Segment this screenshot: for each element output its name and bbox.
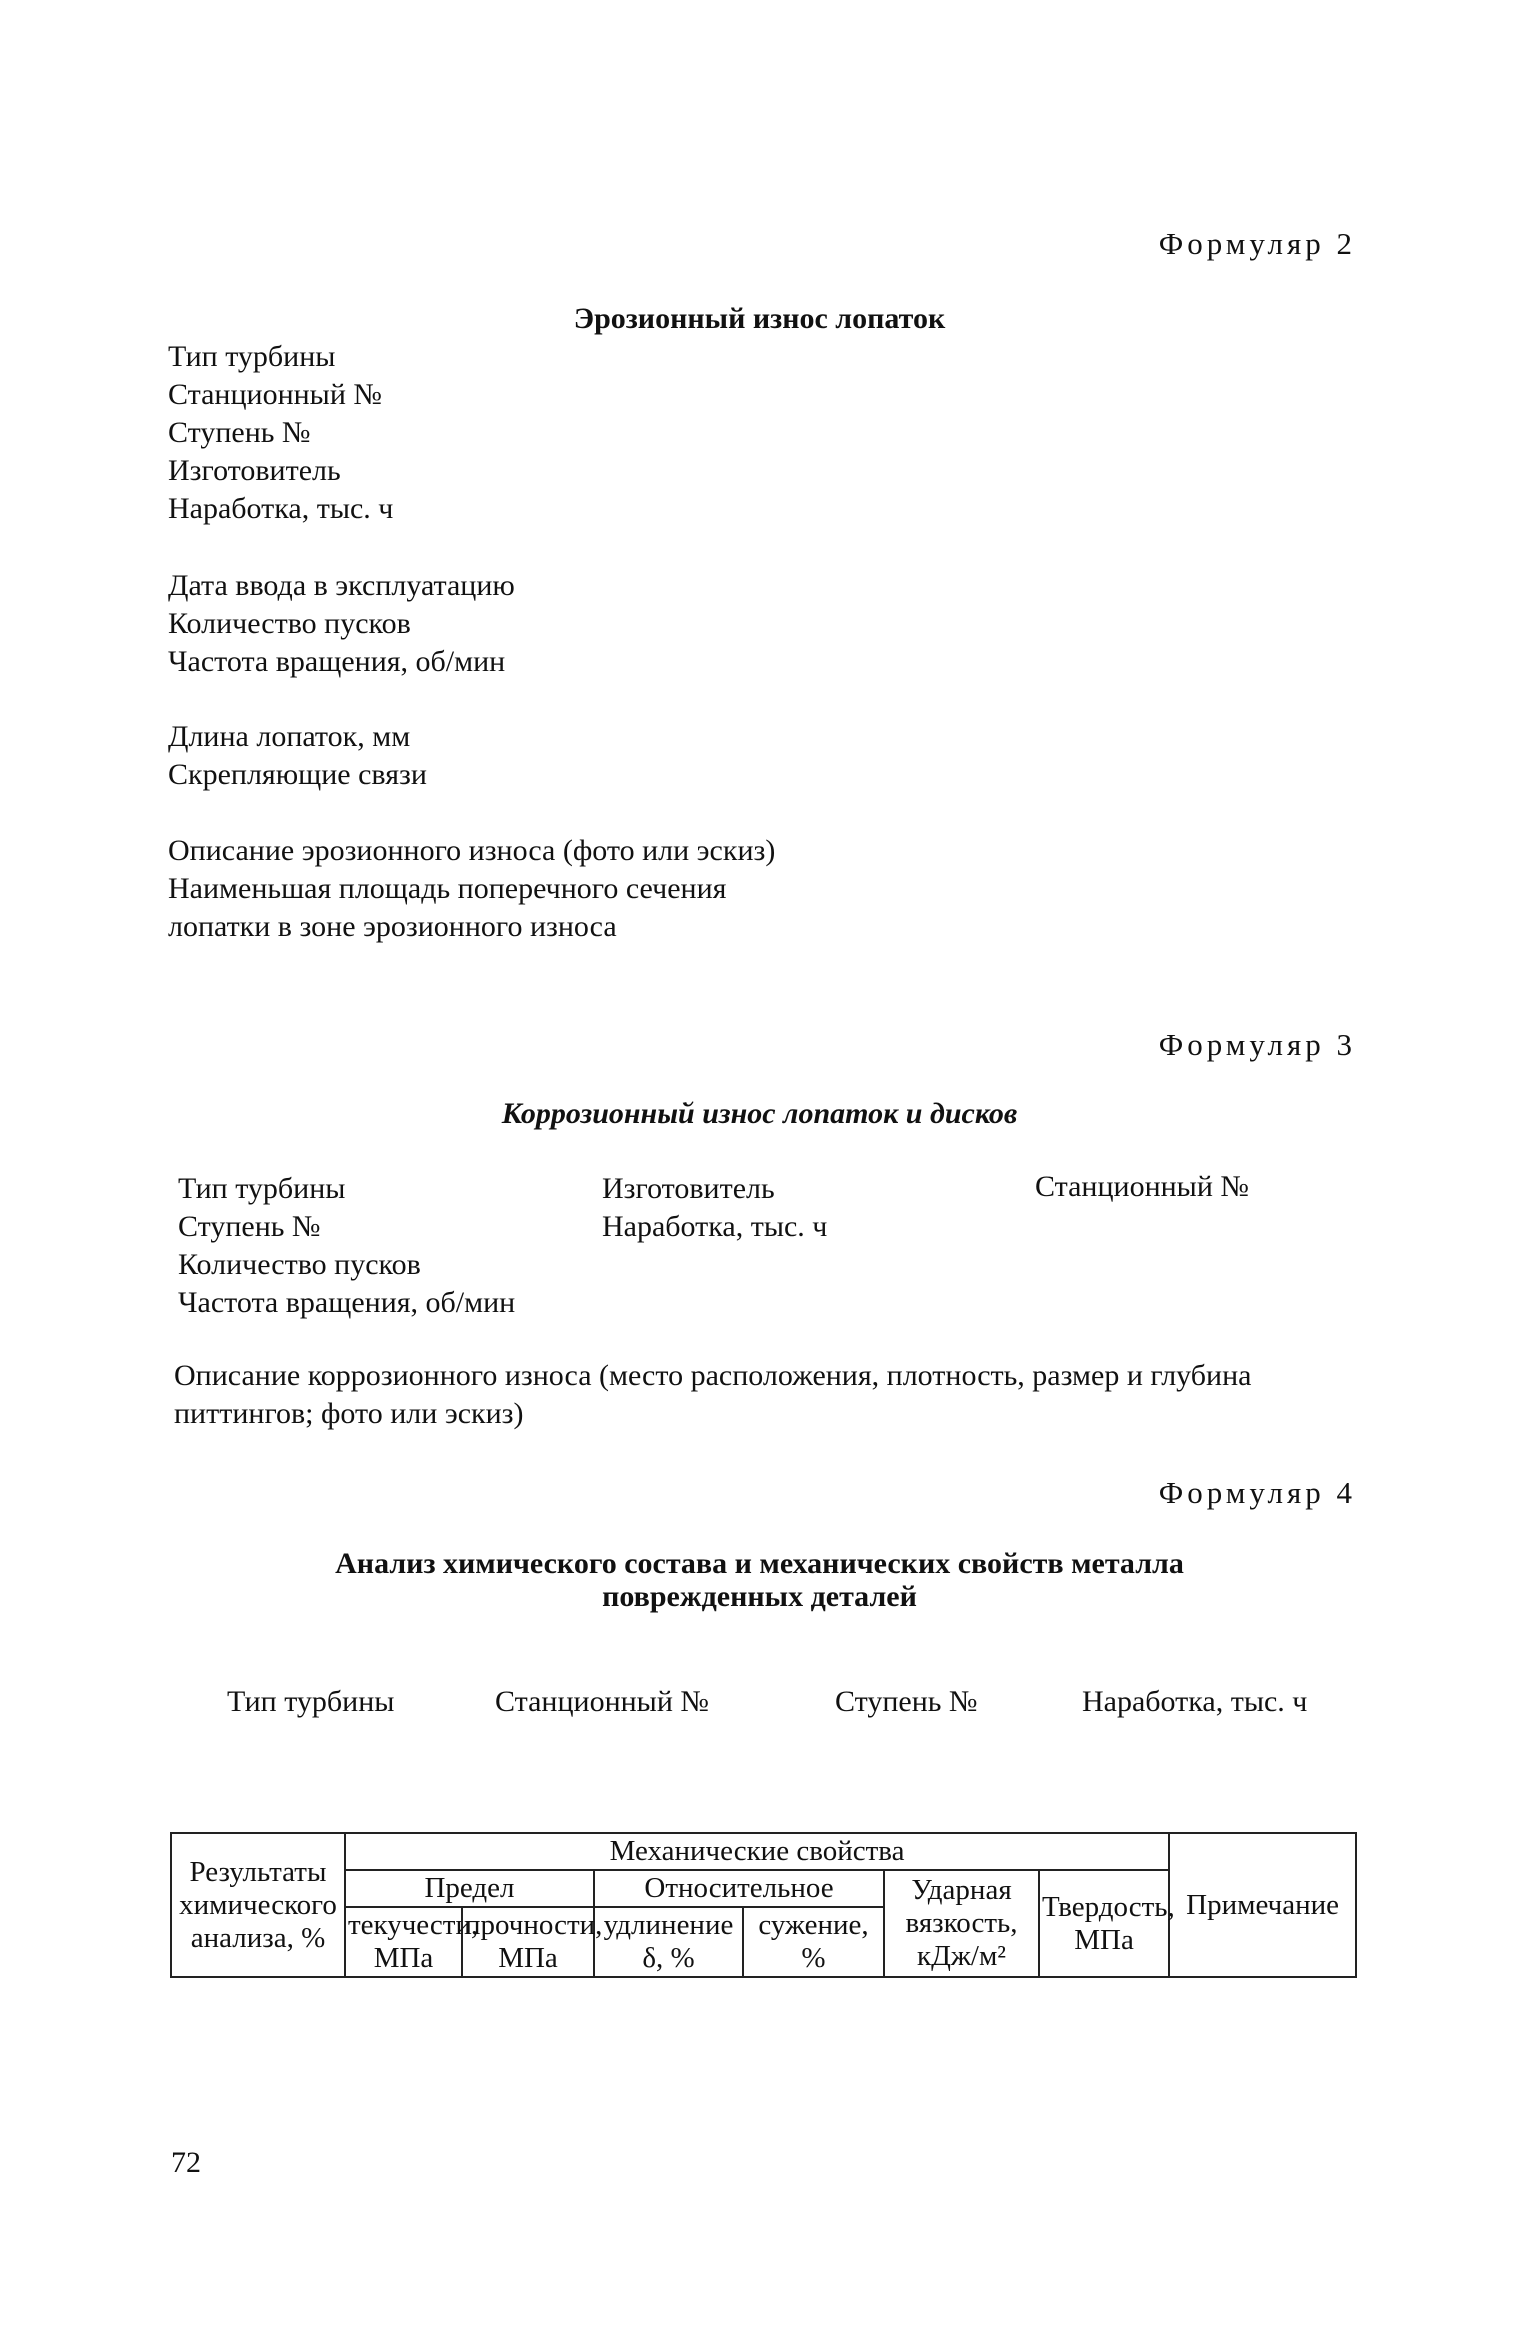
field-operating-time: Наработка, тыс. ч bbox=[602, 1210, 828, 1243]
field-turbine-type: Тип турбины bbox=[178, 1172, 346, 1205]
field-manufacturer: Изготовитель bbox=[168, 454, 341, 487]
header-impact-strength: Ударная вязкость, кДж/м² bbox=[884, 1870, 1039, 1977]
field-stage-number: Ступень № bbox=[168, 416, 311, 449]
header-tensile-strength: прочности, МПа bbox=[462, 1907, 594, 1977]
field-station-number: Станционный № bbox=[1035, 1170, 1250, 1203]
header-yield-strength: текучести, МПа bbox=[345, 1907, 462, 1977]
mechanical-properties-table bbox=[170, 1832, 1357, 1978]
form3-col1 bbox=[178, 1170, 515, 1322]
header-mechanical-properties: Механические свойства bbox=[345, 1833, 1169, 1870]
header-hardness: Твердость, МПа bbox=[1039, 1870, 1169, 1977]
header-reduction: сужение, % bbox=[743, 1907, 884, 1977]
field-min-cross-section: Наименьшая площадь поперечного сечения bbox=[168, 872, 727, 905]
form4-title-line1: Анализ химического состава и механических свойств металла bbox=[335, 1547, 1184, 1580]
form3-col2 bbox=[602, 1170, 827, 1246]
field-start-count: Количество пусков bbox=[178, 1248, 421, 1281]
header-relative: Относительное bbox=[594, 1870, 884, 1907]
form3-description: Описание коррозионного износа (место расположения, плотность, размер и глубина питтингов; фото или эскиз) bbox=[174, 1359, 1252, 1430]
form3-title: Коррозионный износ лопаток и дисков bbox=[501, 1097, 1018, 1130]
form2-group3 bbox=[168, 718, 427, 794]
field-operating-time: Наработка, тыс. ч bbox=[168, 492, 394, 525]
field-turbine-type: Тип турбины bbox=[227, 1685, 395, 1718]
header-note: Примечание bbox=[1169, 1833, 1356, 1977]
field-stage-number: Ступень № bbox=[178, 1210, 321, 1243]
form2-label: Формуляр 2 bbox=[1158, 226, 1356, 261]
field-start-count: Количество пусков bbox=[168, 607, 411, 640]
form3-col3 bbox=[1035, 1168, 1249, 1206]
form2-group2 bbox=[168, 567, 515, 681]
field-erosion-description: Описание эрозионного износа (фото или эскиз) bbox=[168, 834, 776, 867]
header-elongation: удлинение δ, % bbox=[594, 1907, 743, 1977]
form2-title: Эрозионный износ лопаток bbox=[573, 302, 946, 335]
form2-group4 bbox=[168, 832, 775, 946]
header-chemical-analysis: Результаты химического анализа, % bbox=[171, 1833, 345, 1977]
form2-group1 bbox=[168, 338, 393, 528]
form4-title bbox=[0, 1547, 1519, 1613]
field-operating-time: Наработка, тыс. ч bbox=[1082, 1685, 1308, 1718]
field-commission-date: Дата ввода в эксплуатацию bbox=[168, 569, 515, 602]
field-binding-ties: Скрепляющие связи bbox=[168, 758, 427, 791]
field-rotation-speed: Частота вращения, об/мин bbox=[168, 645, 506, 678]
field-stage-number: Ступень № bbox=[835, 1685, 978, 1718]
field-erosion-zone: лопатки в зоне эрозионного износа bbox=[168, 910, 617, 943]
field-station-number: Станционный № bbox=[168, 378, 383, 411]
field-turbine-type: Тип турбины bbox=[168, 340, 336, 373]
field-blade-length: Длина лопаток, мм bbox=[168, 720, 411, 753]
page-number: 72 bbox=[171, 2146, 201, 2179]
field-manufacturer: Изготовитель bbox=[602, 1172, 775, 1205]
form4-label: Формуляр 4 bbox=[1158, 1475, 1356, 1510]
field-rotation-speed: Частота вращения, об/мин bbox=[178, 1286, 516, 1319]
form4-title-line2: поврежденных деталей bbox=[602, 1580, 917, 1613]
field-station-number: Станционный № bbox=[495, 1685, 710, 1718]
form3-label: Формуляр 3 bbox=[1158, 1027, 1356, 1062]
header-limit: Предел bbox=[345, 1870, 594, 1907]
